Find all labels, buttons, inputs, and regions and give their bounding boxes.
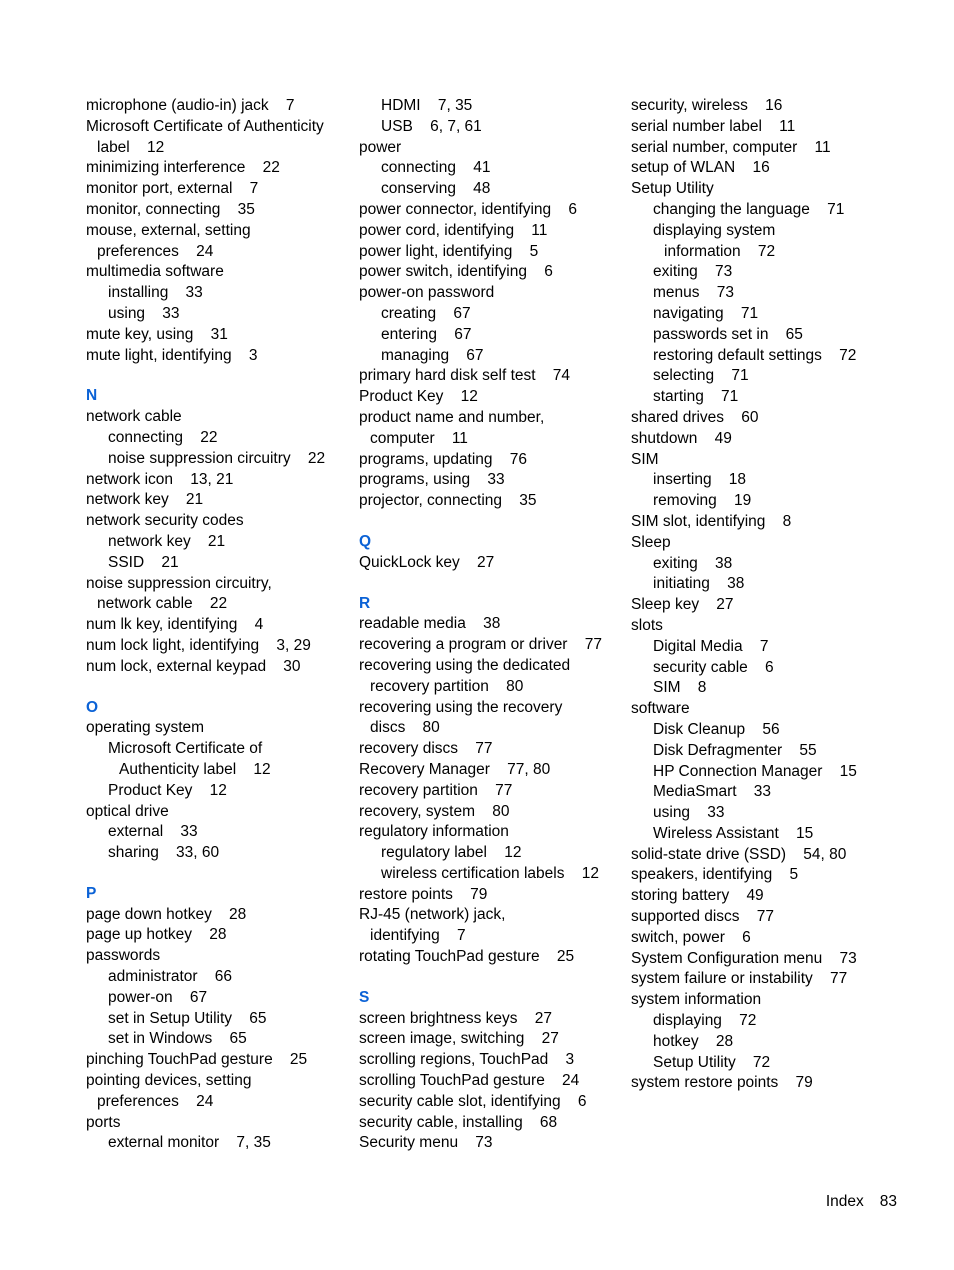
index-subentry: regulatory label 12 — [381, 844, 522, 862]
index-entry: QuickLock key 27 — [359, 553, 495, 571]
index-subentry: menus 73 — [653, 284, 734, 302]
index-entry: ports — [86, 1113, 121, 1131]
index-entry: pointing devices, setting — [86, 1072, 252, 1090]
index-letter-heading: N — [86, 387, 98, 405]
section-spacer — [86, 366, 348, 386]
section-spacer — [359, 574, 621, 594]
index-letter-heading: P — [86, 884, 97, 902]
index-entry: recovering using the recovery — [359, 698, 563, 716]
index-letter-heading: O — [86, 698, 99, 716]
index-entry: Product Key 12 — [359, 388, 478, 406]
index-entry: SIM — [631, 450, 659, 468]
index-subentry: creating 67 — [381, 304, 471, 322]
index-entry: pinching TouchPad gesture 25 — [86, 1051, 308, 1069]
index-subentry: displaying 72 — [653, 1012, 757, 1030]
index-subentry: initiating 38 — [653, 575, 745, 593]
index-subentry: passwords set in 65 — [653, 325, 803, 343]
index-letter-heading: R — [359, 594, 371, 612]
index-entry: solid-state drive (SSD) 54, 80 — [631, 845, 847, 863]
index-subentry: changing the language 71 — [653, 200, 845, 218]
index-entry: security cable, installing 68 — [359, 1113, 558, 1131]
index-entry: storing battery 49 — [631, 887, 764, 905]
index-subentry: preferences 24 — [97, 242, 214, 260]
index-entry: power cord, identifying 11 — [359, 221, 548, 239]
index-entry: power — [359, 138, 402, 156]
index-entry: System Configuration menu 73 — [631, 949, 857, 967]
index-subentry: Product Key 12 — [108, 781, 227, 799]
index-entry: restore points 79 — [359, 885, 488, 903]
index-entry: system information — [631, 991, 762, 1009]
index-entry: recovering a program or driver 77 — [359, 636, 602, 654]
index-entry: operating system — [86, 719, 205, 737]
index-subentry: Authenticity label 12 — [119, 760, 271, 778]
index-subentry: restoring default settings 72 — [653, 346, 857, 364]
index-entry: regulatory information — [359, 823, 509, 841]
index-subentry: identifying 7 — [370, 927, 466, 945]
index-subentry: Wireless Assistant 15 — [653, 824, 814, 842]
index-entry: network key 21 — [86, 491, 204, 509]
index-entry: network icon 13, 21 — [86, 470, 234, 488]
index-entry: recovering using the dedicated — [359, 656, 571, 674]
index-letter-heading: S — [359, 988, 370, 1006]
index-column-3 — [631, 96, 893, 1094]
index-entry: shutdown 49 — [631, 429, 732, 447]
index-entry: system failure or instability 77 — [631, 970, 848, 988]
index-subentry: information 72 — [664, 242, 776, 260]
index-entry: readable media 38 — [359, 615, 501, 633]
index-entry: noise suppression circuitry, — [86, 574, 272, 592]
index-entry: security cable slot, identifying 6 — [359, 1092, 587, 1110]
index-entry: power-on password — [359, 284, 495, 302]
index-entry: screen brightness keys 27 — [359, 1009, 552, 1027]
section-spacer — [359, 968, 621, 988]
index-entry: slots — [631, 616, 663, 634]
index-entry: scrolling TouchPad gesture 24 — [359, 1072, 580, 1090]
index-subentry: HDMI 7, 35 — [381, 97, 473, 114]
index-entry: programs, using 33 — [359, 471, 505, 489]
index-entry: Security menu 73 — [359, 1134, 493, 1152]
index-subentry: connecting 22 — [108, 428, 218, 446]
index-subentry: administrator 66 — [108, 968, 233, 986]
index-subentry: SSID 21 — [108, 553, 179, 571]
index-entry: monitor port, external 7 — [86, 180, 259, 198]
index-subentry: Disk Cleanup 56 — [653, 720, 780, 738]
index-subentry: power-on 67 — [108, 988, 208, 1006]
index-entry: speakers, identifying 5 — [631, 866, 799, 884]
index-subentry: displaying system — [653, 221, 776, 239]
index-subentry: USB 6, 7, 61 — [381, 117, 482, 135]
index-subentry: Disk Defragmenter 55 — [653, 741, 817, 759]
index-column-2 — [359, 96, 621, 1154]
index-subentry: network cable 22 — [97, 595, 228, 613]
index-entry: security, wireless 16 — [631, 97, 783, 114]
index-subentry: external 33 — [108, 823, 198, 841]
index-subentry: wireless certification labels 12 — [381, 864, 599, 882]
index-entry: supported discs 77 — [631, 908, 775, 926]
index-entry: power connector, identifying 6 — [359, 200, 577, 218]
index-entry: primary hard disk self test 74 — [359, 367, 571, 385]
index-entry: num lk key, identifying 4 — [86, 616, 264, 634]
index-subentry: inserting 18 — [653, 471, 747, 489]
index-entry: Setup Utility — [631, 180, 714, 198]
index-entry: power light, identifying 5 — [359, 242, 539, 260]
section-spacer — [86, 864, 348, 884]
index-subentry: installing 33 — [108, 284, 203, 302]
index-entry: network security codes — [86, 512, 244, 530]
index-entry: switch, power 6 — [631, 928, 751, 946]
index-subentry: starting 71 — [653, 388, 739, 406]
index-entry: passwords — [86, 947, 161, 965]
index-subentry: label 12 — [97, 138, 165, 156]
index-subentry: selecting 71 — [653, 367, 749, 385]
index-subentry: connecting 41 — [381, 159, 491, 177]
index-entry: multimedia software — [86, 263, 224, 281]
index-entry: mute key, using 31 — [86, 325, 228, 343]
index-entry: software — [631, 700, 690, 718]
index-entry: microphone (audio-in) jack 7 — [86, 97, 295, 114]
index-entry: num lock light, identifying 3, 29 — [86, 636, 311, 654]
index-subentry: SIM 8 — [653, 679, 707, 697]
index-subentry: exiting 38 — [653, 554, 733, 572]
index-subentry: computer 11 — [370, 429, 468, 447]
index-entry: Sleep — [631, 533, 671, 551]
index-subentry: Setup Utility 72 — [653, 1053, 771, 1071]
index-subentry: external monitor 7, 35 — [108, 1134, 271, 1152]
index-entry: minimizing interference 22 — [86, 159, 280, 177]
index-entry: setup of WLAN 16 — [631, 159, 770, 177]
index-entry: SIM slot, identifying 8 — [631, 512, 792, 530]
index-entry: num lock, external keypad 30 — [86, 657, 301, 675]
footer-label: Index — [825, 1193, 864, 1210]
index-letter-heading: Q — [359, 532, 372, 550]
index-entry: scrolling regions, TouchPad 3 — [359, 1051, 575, 1069]
index-subentry: set in Setup Utility 65 — [108, 1009, 267, 1027]
index-entry: Microsoft Certificate of Authenticity — [86, 117, 324, 135]
index-entry: system restore points 79 — [631, 1074, 813, 1092]
index-entry: monitor, connecting 35 — [86, 200, 255, 218]
index-entry: product name and number, — [359, 408, 545, 426]
index-subentry: entering 67 — [381, 325, 472, 343]
index-column-1 — [86, 96, 348, 1154]
index-entry: rotating TouchPad gesture 25 — [359, 948, 575, 966]
index-entry: Sleep key 27 — [631, 596, 734, 614]
index-entry: screen image, switching 27 — [359, 1030, 559, 1048]
index-subentry: hotkey 28 — [653, 1032, 734, 1050]
index-subentry: using 33 — [653, 804, 725, 822]
index-subentry: sharing 33, 60 — [108, 844, 220, 862]
index-subentry: HP Connection Manager 15 — [653, 762, 857, 780]
index-entry: serial number label 11 — [631, 117, 796, 135]
index-entry: Recovery Manager 77, 80 — [359, 760, 551, 778]
index-entry: programs, updating 76 — [359, 450, 528, 468]
index-subentry: using 33 — [108, 304, 180, 322]
index-subentry: set in Windows 65 — [108, 1030, 247, 1048]
index-subentry: noise suppression circuitry 22 — [108, 449, 326, 467]
section-spacer — [86, 678, 348, 698]
index-entry: page up hotkey 28 — [86, 926, 227, 944]
page-number: 83 — [879, 1193, 897, 1210]
index-subentry: security cable 6 — [653, 658, 774, 676]
index-subentry: navigating 71 — [653, 304, 759, 322]
index-subentry: recovery partition 80 — [370, 677, 524, 695]
index-subentry: network key 21 — [108, 532, 226, 550]
index-subentry: preferences 24 — [97, 1092, 214, 1110]
index-subentry: MediaSmart 33 — [653, 783, 772, 801]
index-entry: network cable — [86, 408, 182, 426]
section-spacer — [359, 512, 621, 532]
index-entry: mouse, external, setting — [86, 221, 251, 239]
index-entry: recovery partition 77 — [359, 781, 513, 799]
index-entry: recovery discs 77 — [359, 740, 493, 758]
index-entry: projector, connecting 35 — [359, 492, 537, 510]
index-subentry: managing 67 — [381, 346, 484, 364]
index-entry: optical drive — [86, 802, 169, 820]
index-entry: recovery, system 80 — [359, 802, 510, 820]
index-entry: shared drives 60 — [631, 408, 759, 426]
page-footer — [826, 1192, 897, 1212]
index-subentry: removing 19 — [653, 492, 752, 510]
index-subentry: exiting 73 — [653, 263, 733, 281]
index-subentry: Digital Media 7 — [653, 637, 769, 655]
index-subentry: conserving 48 — [381, 180, 491, 198]
index-entry: serial number, computer 11 — [631, 138, 831, 156]
index-entry: RJ-45 (network) jack, — [359, 906, 506, 924]
index-subentry: discs 80 — [370, 719, 440, 737]
index-entry: page down hotkey 28 — [86, 905, 247, 923]
index-entry: power switch, identifying 6 — [359, 263, 553, 281]
index-entry: mute light, identifying 3 — [86, 346, 258, 364]
index-subentry: Microsoft Certificate of — [108, 740, 263, 758]
